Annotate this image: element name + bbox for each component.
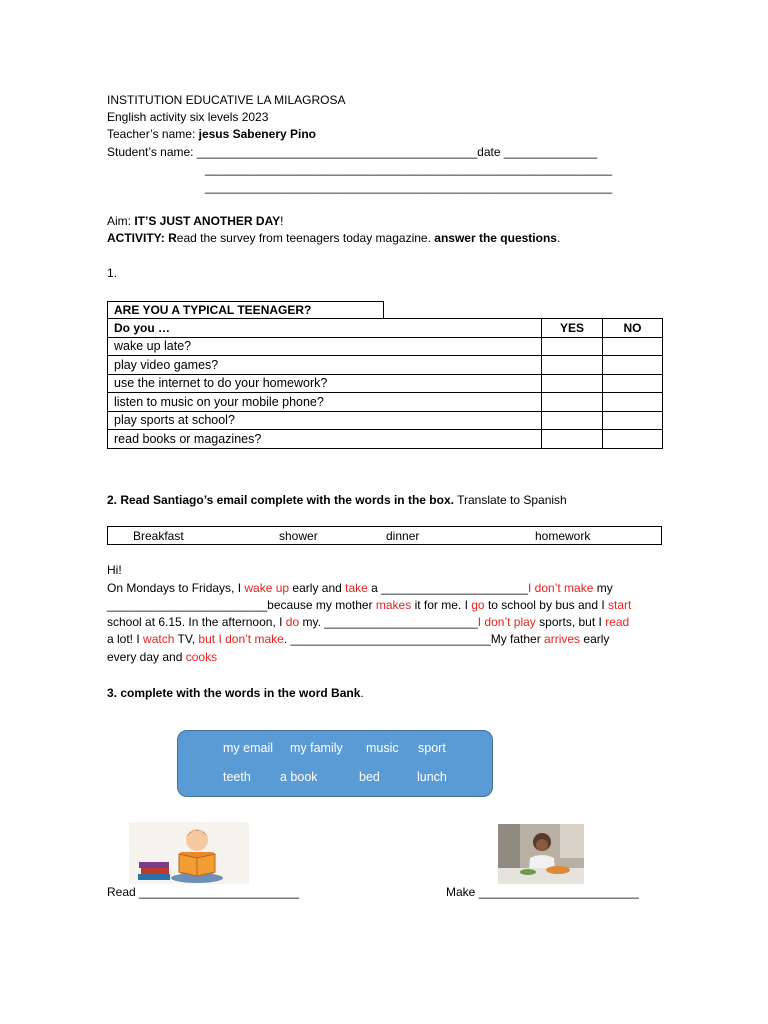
word-bank-item: music (366, 741, 399, 755)
email-highlight: but I don’t make (198, 632, 284, 646)
no-cell[interactable] (603, 337, 663, 356)
email-text: early and (289, 581, 346, 595)
no-cell[interactable] (603, 393, 663, 412)
email-text: sports, but I (535, 615, 606, 629)
email-highlight: I don’t make (528, 581, 594, 595)
student-line (107, 144, 597, 161)
make-blank[interactable]: ________________________ (478, 885, 639, 899)
make-line (446, 884, 639, 901)
survey-question: wake up late? (108, 337, 542, 356)
no-cell[interactable] (603, 430, 663, 449)
yes-cell[interactable] (542, 374, 603, 393)
email-highlight: watch (143, 632, 175, 646)
email-text: my (593, 581, 613, 595)
table-row (108, 356, 663, 375)
teacher-line (107, 126, 316, 143)
make-label: Make (446, 885, 479, 899)
email-highlight: do (285, 615, 300, 629)
survey-header-row (108, 319, 663, 338)
activity-instruction (107, 230, 560, 247)
yes-cell[interactable] (542, 337, 603, 356)
activity-bold: answer the questions (434, 231, 557, 245)
institution-line: INSTITUTION EDUCATIVE LA MILAGROSA (107, 93, 346, 107)
activity-r: R (168, 231, 177, 245)
email-line-1 (107, 580, 613, 597)
email-highlight: wake up (244, 581, 290, 595)
activity-end: . (556, 231, 561, 245)
boy-reading-icon (129, 822, 249, 884)
table-row (108, 430, 663, 449)
email-blank[interactable]: . ______________________________My father (283, 632, 545, 646)
section2-title (107, 492, 567, 509)
email-highlight: cooks (185, 650, 218, 664)
email-blank[interactable]: a ______________________ (367, 581, 528, 595)
word-box-item: Breakfast (133, 529, 184, 543)
teacher-label: Teacher’s name: (107, 127, 199, 141)
word-bank-item: sport (418, 741, 446, 755)
email-highlight: read (605, 615, 630, 629)
email-line-2 (107, 597, 631, 614)
boy-reading-image (129, 822, 249, 884)
table-row (108, 337, 663, 356)
email-line-5 (107, 649, 217, 666)
word-bank (177, 730, 493, 797)
survey-question: read books or magazines? (108, 430, 542, 449)
email-text: to school by bus and I (484, 598, 609, 612)
table-row (108, 393, 663, 412)
no-cell[interactable] (603, 411, 663, 430)
word-bank-item: lunch (417, 770, 447, 784)
read-label: Read (107, 885, 140, 899)
date-blank[interactable]: ______________ (503, 145, 598, 159)
aim-line (107, 213, 284, 230)
email-text: school at 6.15. In the afternoon, I (107, 615, 286, 629)
section1-number: 1. (107, 266, 118, 280)
survey-col-no: NO (603, 319, 663, 338)
word-box (107, 526, 662, 545)
section3-title-bold: 3. complete with the words in the word Bank (107, 686, 361, 700)
aim-bang: ! (280, 214, 284, 228)
email-text: TV, (174, 632, 199, 646)
email-blank[interactable]: my. _______________________ (299, 615, 478, 629)
email-line-4 (107, 631, 609, 648)
email-greeting: Hi! (107, 563, 122, 577)
no-cell[interactable] (603, 356, 663, 375)
email-text: every day and (107, 650, 186, 664)
section2-title-rest: Translate to Spanish (453, 493, 567, 507)
aim-label: Aim: (107, 214, 135, 228)
table-row (108, 374, 663, 393)
word-box-item: homework (535, 529, 591, 543)
yes-cell[interactable] (542, 393, 603, 412)
section3-title (107, 685, 364, 702)
email-line-3 (107, 614, 629, 631)
email-blank[interactable]: ________________________because my mother (107, 598, 376, 612)
email-text: early (580, 632, 610, 646)
teacher-name: jesus Sabenery Pino (198, 127, 316, 141)
aim-title: IT’S JUST ANOTHER DAY (134, 214, 281, 228)
survey-question: use the internet to do your homework? (108, 374, 542, 393)
word-box-item: dinner (386, 529, 420, 543)
yes-cell[interactable] (542, 411, 603, 430)
survey-col-question: Do you … (108, 319, 542, 338)
survey-question: play sports at school? (108, 411, 542, 430)
activity-line: English activity six levels 2023 (107, 110, 269, 124)
word-box-item: shower (279, 529, 318, 543)
read-line (107, 884, 299, 901)
email-text: it for me. I (411, 598, 472, 612)
email-highlight: start (608, 598, 632, 612)
word-bank-item: teeth (223, 770, 251, 784)
email-text: a lot! I (107, 632, 144, 646)
survey-question: play video games? (108, 356, 542, 375)
table-row (108, 411, 663, 430)
student-label: Student’s name: (107, 145, 197, 159)
extra-blank-1[interactable]: _____________________________________________________________ (205, 162, 613, 176)
survey-table (107, 318, 663, 449)
read-blank[interactable]: ________________________ (139, 885, 300, 899)
activity-text: ead the survey from teenagers today magazine. (176, 231, 435, 245)
woman-cooking-image (498, 824, 584, 884)
yes-cell[interactable] (542, 356, 603, 375)
email-highlight: I don’t play (477, 615, 536, 629)
section3-title-end: . (360, 686, 364, 700)
section2-title-bold: 2. Read Santiago’s email complete with the words in the box. (107, 493, 454, 507)
survey-col-yes: YES (542, 319, 603, 338)
email-text: On Mondays to Fridays, I (107, 581, 245, 595)
survey-title: ARE YOU A TYPICAL TEENAGER? (107, 301, 384, 318)
student-blank[interactable]: __________________________________________ (196, 145, 478, 159)
email-highlight: go (471, 598, 485, 612)
extra-blank-2[interactable]: _____________________________________________________________ (205, 180, 613, 194)
email-highlight: makes (375, 598, 412, 612)
date-label: date (477, 145, 504, 159)
no-cell[interactable] (603, 374, 663, 393)
email-highlight: take (345, 581, 368, 595)
survey-question: listen to music on your mobile phone? (108, 393, 542, 412)
word-bank-item: a book (280, 770, 318, 784)
email-highlight: arrives (544, 632, 581, 646)
word-bank-item: my family (290, 741, 343, 755)
word-bank-item: bed (359, 770, 380, 784)
yes-cell[interactable] (542, 430, 603, 449)
word-bank-item: my email (223, 741, 274, 755)
activity-label: ACTIVITY: (107, 231, 169, 245)
woman-cooking-icon (498, 824, 584, 884)
